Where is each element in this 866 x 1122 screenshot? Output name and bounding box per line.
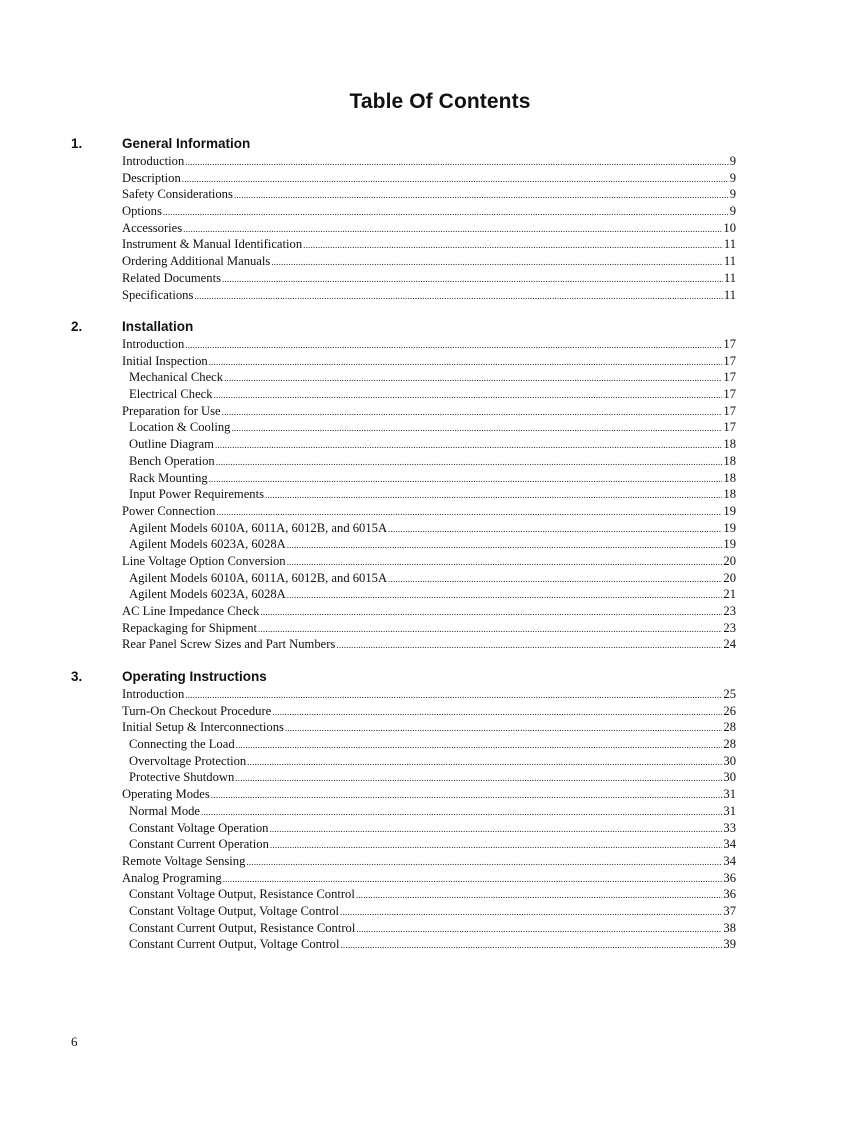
toc-entry-label: Remote Voltage Sensing xyxy=(122,853,246,868)
toc-entry-page: 30 xyxy=(723,770,736,785)
dot-leader xyxy=(260,604,722,620)
toc-entry[interactable] xyxy=(122,786,736,803)
toc-entry[interactable] xyxy=(122,836,736,853)
toc-entry-label: Constant Voltage Output, Resistance Control xyxy=(129,887,355,902)
toc-entry-label: AC Line Impedance Check xyxy=(122,604,260,618)
toc-entry-page: 38 xyxy=(723,920,736,935)
toc-entry-label: Electrical Check xyxy=(129,387,213,402)
page-title: Table Of Contents xyxy=(349,90,531,113)
dot-leader xyxy=(247,754,722,770)
toc-entry-label: Connecting the Load xyxy=(129,737,235,752)
toc-entry[interactable] xyxy=(122,753,736,770)
dot-leader xyxy=(388,571,722,587)
toc-entry[interactable] xyxy=(122,436,736,453)
toc-entry-page: 20 xyxy=(723,553,736,568)
toc-entry-page: 36 xyxy=(723,870,736,885)
toc-entry[interactable] xyxy=(122,936,736,953)
toc-entry-label: Rack Mounting xyxy=(129,470,208,485)
dot-leader xyxy=(222,404,723,420)
toc-entry-label: Constant Current Output, Voltage Control xyxy=(129,937,340,952)
toc-entry-label: Rear Panel Screw Sizes and Part Numbers xyxy=(122,637,336,652)
dot-leader xyxy=(388,521,722,537)
toc-entry-label: Agilent Models 6010A, 6011A, 6012B, and 6015A xyxy=(129,520,388,535)
dot-leader xyxy=(356,887,723,903)
dot-leader xyxy=(211,787,723,803)
dot-leader xyxy=(272,704,722,720)
toc-entry[interactable] xyxy=(122,586,736,603)
toc-entry[interactable] xyxy=(122,736,736,753)
dot-leader xyxy=(215,437,722,453)
toc-entry-label: Constant Current Operation xyxy=(129,837,269,852)
dot-leader xyxy=(224,370,722,386)
dot-leader xyxy=(223,871,723,887)
dot-leader xyxy=(185,337,722,353)
toc-entry-label: Specifications xyxy=(122,287,194,302)
dot-leader xyxy=(285,720,722,736)
toc-entry-list xyxy=(122,153,736,303)
toc-entry-page: 24 xyxy=(723,637,736,652)
toc-entry-page: 18 xyxy=(723,470,736,485)
toc-entry-label: Initial Setup & Interconnections xyxy=(122,720,284,735)
toc-entry[interactable] xyxy=(122,486,736,503)
dot-leader xyxy=(356,921,722,937)
section-title[interactable]: General Information xyxy=(122,136,251,151)
dot-leader xyxy=(235,770,722,786)
dot-leader xyxy=(269,821,722,837)
dot-leader xyxy=(258,621,722,637)
toc-entry-label: Protective Shutdown xyxy=(129,770,235,785)
toc-entry-page: 17 xyxy=(723,420,736,435)
dot-leader xyxy=(231,420,722,436)
section-number: 1. xyxy=(71,136,83,151)
toc-entry[interactable] xyxy=(122,419,736,436)
toc-entry[interactable] xyxy=(122,920,736,937)
dot-leader xyxy=(287,587,723,603)
toc-entry[interactable] xyxy=(122,820,736,837)
dot-leader xyxy=(340,904,722,920)
dot-leader xyxy=(222,271,723,287)
toc-entry-page: 9 xyxy=(729,204,736,219)
dot-leader xyxy=(209,471,723,487)
toc-entry[interactable] xyxy=(122,520,736,537)
toc-entry[interactable] xyxy=(122,886,736,903)
toc-entry-page: 23 xyxy=(723,604,736,618)
toc-entry-page: 9 xyxy=(729,154,736,168)
dot-leader xyxy=(234,187,729,203)
toc-entry-label: Description xyxy=(122,170,181,185)
dot-leader xyxy=(182,171,729,187)
toc-entry-label: Instrument & Manual Identification xyxy=(122,237,303,252)
toc-entry[interactable] xyxy=(122,553,736,570)
toc-entry[interactable] xyxy=(122,470,736,487)
toc-entry-label: Agilent Models 6023A, 6028A xyxy=(129,537,286,552)
toc-entry-page: 25 xyxy=(723,687,736,701)
toc-entry[interactable] xyxy=(122,620,736,637)
toc-entry-label: Constant Voltage Output, Voltage Control xyxy=(129,903,340,918)
toc-entry[interactable] xyxy=(122,503,736,520)
dot-leader xyxy=(209,354,723,370)
toc-entry[interactable] xyxy=(122,870,736,887)
dot-leader xyxy=(303,237,723,253)
toc-entry[interactable] xyxy=(122,236,736,253)
toc-entry-label: Input Power Requirements xyxy=(129,487,265,502)
toc-entry-label: Preparation for Use xyxy=(122,403,221,418)
toc-entry-page: 19 xyxy=(723,503,736,518)
toc-entry[interactable] xyxy=(122,369,736,386)
toc-entry-page: 9 xyxy=(729,170,736,185)
toc-entry-page: 19 xyxy=(723,520,736,535)
toc-entry-page: 37 xyxy=(723,903,736,918)
section-number: 3. xyxy=(71,669,83,684)
toc-entry-page: 17 xyxy=(723,403,736,418)
toc-entry[interactable] xyxy=(122,803,736,820)
toc-entry[interactable] xyxy=(122,353,736,370)
toc-entry-page: 34 xyxy=(723,853,736,868)
toc-entry-label: Initial Inspection xyxy=(122,353,208,368)
toc-entry-label: Overvoltage Protection xyxy=(129,753,247,768)
toc-entry[interactable] xyxy=(122,603,736,620)
toc-entry[interactable] xyxy=(122,386,736,403)
toc-entry[interactable] xyxy=(122,686,736,703)
toc-entry-label: Operating Modes xyxy=(122,787,210,802)
toc-entry[interactable] xyxy=(122,203,736,220)
dot-leader xyxy=(265,487,722,503)
toc-entry[interactable] xyxy=(122,903,736,920)
toc-entry-page: 30 xyxy=(723,753,736,768)
toc-entry[interactable] xyxy=(122,153,736,170)
toc-entry-page: 11 xyxy=(723,270,736,285)
toc-entry[interactable] xyxy=(122,453,736,470)
section-title[interactable]: Installation xyxy=(122,319,194,334)
toc-entry-label: Repackaging for Shipment xyxy=(122,620,258,635)
toc-entry-label: Outline Diagram xyxy=(129,437,214,452)
toc-entry-page: 28 xyxy=(723,737,736,752)
toc-entry-label: Mechanical Check xyxy=(129,370,224,385)
toc-entry[interactable] xyxy=(122,336,736,353)
section-title[interactable]: Operating Instructions xyxy=(122,669,267,684)
toc-entry[interactable] xyxy=(122,186,736,203)
toc-entry-label: Safety Considerations xyxy=(122,187,233,202)
toc-entry-page: 33 xyxy=(723,820,736,835)
dot-leader xyxy=(287,554,723,570)
dot-leader xyxy=(236,737,723,753)
toc-entry-page: 18 xyxy=(723,453,736,468)
toc-entry-page: 17 xyxy=(723,370,736,385)
toc-entry[interactable] xyxy=(122,220,736,237)
toc-entry-label: Related Documents xyxy=(122,270,221,285)
dot-leader xyxy=(185,154,728,170)
toc-entry[interactable] xyxy=(122,719,736,736)
toc-entry-page: 26 xyxy=(723,703,736,718)
toc-entry-label: Ordering Additional Manuals xyxy=(122,254,271,269)
toc-entry-page: 19 xyxy=(723,537,736,552)
toc-entry-label: Power Connection xyxy=(122,503,216,518)
toc-entry[interactable] xyxy=(122,636,736,653)
toc-entry-page: 21 xyxy=(723,587,736,602)
dot-leader xyxy=(185,687,722,703)
section-number: 2. xyxy=(71,319,83,334)
toc-entry-page: 20 xyxy=(723,570,736,585)
toc-entry-label: Turn-On Checkout Procedure xyxy=(122,703,272,718)
toc-entry-page: 36 xyxy=(723,887,736,902)
dot-leader xyxy=(287,537,723,553)
toc-entry-label: Normal Mode xyxy=(129,803,200,818)
toc-entry-label: Options xyxy=(122,204,162,219)
toc-entry[interactable] xyxy=(122,270,736,287)
toc-entry-page: 10 xyxy=(723,220,736,235)
toc-entry-label: Location & Cooling xyxy=(129,420,231,435)
toc-entry[interactable] xyxy=(122,570,736,587)
toc-entry[interactable] xyxy=(122,853,736,870)
toc-entry-label: Bench Operation xyxy=(129,453,215,468)
dot-leader xyxy=(340,937,722,953)
toc-entry-page: 17 xyxy=(723,387,736,402)
toc-entry-page: 9 xyxy=(729,187,736,202)
toc-entry-page: 28 xyxy=(723,720,736,735)
toc-entry[interactable] xyxy=(122,170,736,187)
toc-entry-page: 11 xyxy=(723,254,736,269)
toc-entry-list xyxy=(122,336,736,653)
toc-entry-label: Analog Programing xyxy=(122,870,222,885)
toc-entry-label: Agilent Models 6010A, 6011A, 6012B, and 6015A xyxy=(129,570,388,585)
toc-entry-label: Line Voltage Option Conversion xyxy=(122,553,286,568)
toc-entry[interactable] xyxy=(122,769,736,786)
toc-entry-page: 34 xyxy=(723,837,736,852)
toc-entry[interactable] xyxy=(122,253,736,270)
dot-leader xyxy=(201,804,722,820)
toc-entry-page: 31 xyxy=(723,803,736,818)
dot-leader xyxy=(216,454,723,470)
toc-entry-page: 39 xyxy=(723,937,736,952)
dot-leader xyxy=(216,504,722,520)
dot-leader xyxy=(336,637,722,653)
dot-leader xyxy=(246,854,722,870)
dot-leader xyxy=(194,288,723,304)
toc-entry-page: 11 xyxy=(723,287,736,302)
toc-entry-label: Accessories xyxy=(122,220,183,235)
toc-entry-label: Introduction xyxy=(122,687,185,701)
toc-entry-label: Constant Current Output, Resistance Control xyxy=(129,920,356,935)
toc-entry-page: 11 xyxy=(723,237,736,252)
toc-entry-label: Agilent Models 6023A, 6028A xyxy=(129,587,286,602)
toc-entry-page: 18 xyxy=(723,437,736,452)
toc-entry-label: Constant Voltage Operation xyxy=(129,820,269,835)
toc-entry-page: 17 xyxy=(723,337,736,351)
toc-entry-page: 18 xyxy=(723,487,736,502)
dot-leader xyxy=(270,837,723,853)
toc-entry-label: Introduction xyxy=(122,154,185,168)
toc-entry-list xyxy=(122,686,736,953)
toc-entry-label: Introduction xyxy=(122,337,185,351)
dot-leader xyxy=(271,254,723,270)
toc-entry-page: 31 xyxy=(723,787,736,802)
dot-leader xyxy=(163,204,729,220)
page-number: 6 xyxy=(71,1034,78,1049)
toc-entry[interactable] xyxy=(122,703,736,720)
toc-entry[interactable] xyxy=(122,403,736,420)
dot-leader xyxy=(183,221,722,237)
toc-entry-page: 17 xyxy=(723,353,736,368)
dot-leader xyxy=(214,387,723,403)
toc-entry[interactable] xyxy=(122,287,736,304)
toc-entry-page: 23 xyxy=(723,620,736,635)
toc-entry[interactable] xyxy=(122,536,736,553)
